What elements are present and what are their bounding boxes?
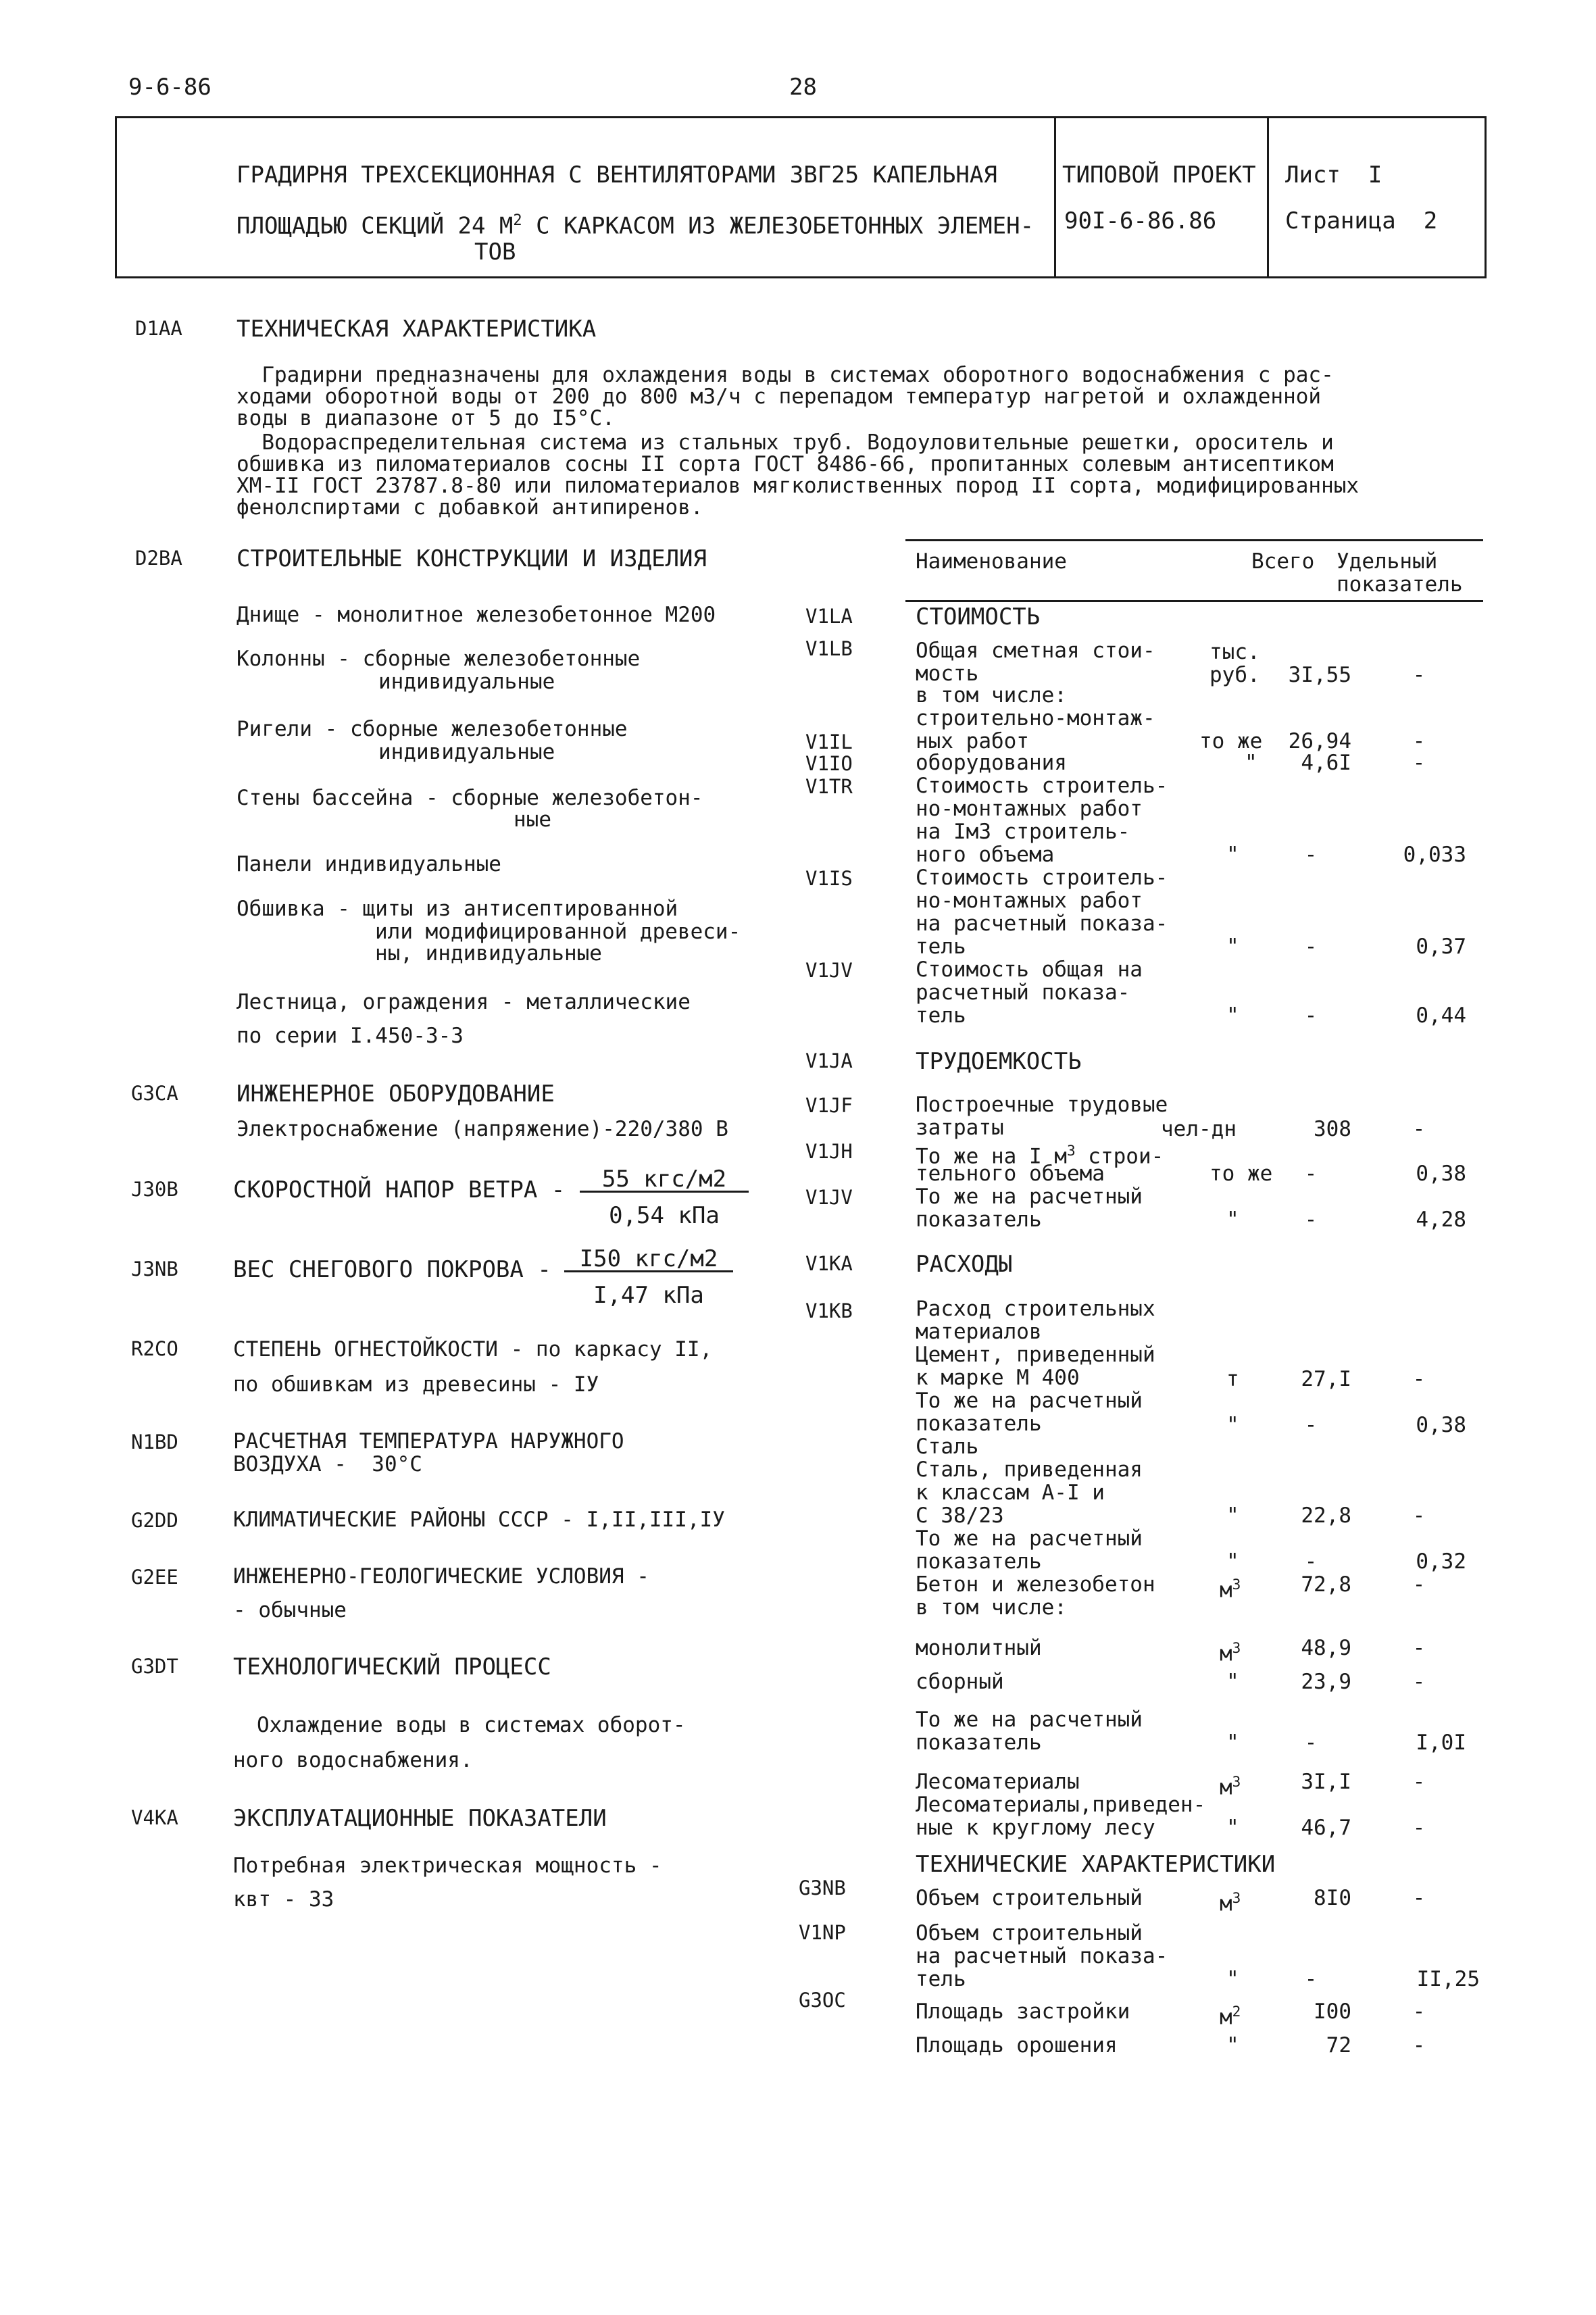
row-label: С 38/23: [916, 1503, 1004, 1528]
construction-item: ны, индивидуальные: [375, 941, 602, 966]
row-label: Расход строительных: [916, 1297, 1155, 1321]
row-label: сборный: [916, 1670, 1004, 1694]
row-label: Лесоматериалы: [916, 1770, 1080, 1794]
code-label: G2EE: [131, 1566, 178, 1589]
row-specific: 0,37: [1416, 935, 1466, 959]
row-unit: $м^2$: [1220, 2003, 1241, 2030]
code-label: G2DD: [131, 1509, 178, 1532]
snow-denominator: I,47 кПа: [593, 1282, 704, 1309]
tech-text-line: обшивка из пиломатериалов сосны II сорта ГОСТ 8486-66, пропитанных солевым антисептиком: [236, 452, 1334, 476]
title-line-1: ГРАДИРНЯ ТРЕХСЕКЦИОННАЯ С ВЕНТИЛЯТОРАМИ 3ВГ25 КАПЕЛЬНАЯ: [236, 161, 997, 189]
row-unit: ": [1226, 935, 1239, 959]
tech-text-line: воды в диапазоне от 5 до I5°С.: [236, 406, 615, 430]
row-specific: -: [1412, 2033, 1426, 2058]
construction-item: индивидуальные: [378, 740, 555, 764]
row-code: V1LB: [805, 637, 853, 660]
row-specific: 0,38: [1416, 1413, 1466, 1437]
row-specific: -: [1412, 729, 1426, 753]
geology-conditions: ИНЖЕНЕРНО-ГЕОЛОГИЧЕСКИЕ УСЛОВИЯ -: [233, 1564, 649, 1589]
row-specific: 0,033: [1403, 843, 1466, 867]
row-total: 4,6I: [1301, 751, 1351, 775]
project-number: 90I-6-86.86: [1064, 207, 1217, 234]
snow-label: ВЕС СНЕГОВОГО ПОКРОВА -: [233, 1256, 566, 1283]
row-label: тель: [916, 1003, 966, 1028]
row-label: в том числе:: [916, 1595, 1067, 1620]
row-label: показатель: [916, 1549, 1042, 1574]
row-label: Бетон и железобетон: [916, 1572, 1155, 1597]
row-label: тель: [916, 935, 966, 959]
row-total: 308: [1314, 1117, 1351, 1141]
row-label: То же на расчетный: [916, 1185, 1143, 1209]
construction-item: Ригели - сборные железобетонные: [236, 717, 628, 741]
row-label: тельного объема: [916, 1162, 1105, 1186]
construction-item: Панели индивидуальные: [236, 852, 501, 876]
row-specific: -: [1412, 1999, 1426, 2024]
construction-item: Обшивка - щиты из антисептированной: [236, 897, 678, 921]
row-specific: -: [1412, 1117, 1426, 1141]
row-label: в том числе:: [916, 683, 1067, 707]
page-label: Страница 2: [1285, 207, 1438, 234]
row-specific: II,25: [1416, 1967, 1480, 1991]
row-label: мость: [916, 662, 979, 686]
row-total: 23,9: [1301, 1670, 1351, 1694]
row-specific: -: [1412, 1816, 1426, 1840]
construction-item: индивидуальные: [378, 670, 555, 694]
row-label: То же на расчетный: [916, 1526, 1143, 1551]
row-label: расчетный показа-: [916, 980, 1130, 1005]
tech-text-line: фенолспиртами с добавкой антипиренов.: [236, 495, 703, 520]
column-header-name: Наименование: [916, 549, 1067, 574]
row-total: I00: [1314, 1999, 1351, 2024]
row-total: -: [1304, 935, 1318, 959]
row-code: V1NP: [799, 1921, 846, 1944]
tech-text-line: ходами оборотной воды от 200 до 800 м3/ч с перепадом температур нагретой и охлажденной: [236, 384, 1322, 409]
row-label: ных работ: [916, 729, 1029, 753]
table-section-heading: РАСХОДЫ: [916, 1251, 1013, 1278]
row-label: Лесоматериалы,приведен-: [916, 1793, 1206, 1817]
row-specific: 0,44: [1416, 1003, 1466, 1028]
row-label: на расчетный показа-: [916, 912, 1168, 936]
row-unit: ": [1226, 1670, 1239, 1694]
code-label: N1BD: [131, 1430, 178, 1453]
row-unit: $м^3$: [1220, 1774, 1241, 1800]
row-label: Построечные трудовые: [916, 1093, 1168, 1117]
code-label: G3DT: [131, 1655, 178, 1678]
row-label: показатель: [916, 1412, 1042, 1436]
row-total: -: [1304, 1162, 1318, 1186]
row-total: 72: [1326, 2033, 1351, 2058]
row-unit: $м^3$: [1220, 1576, 1241, 1603]
row-unit: ": [1226, 1413, 1239, 1437]
row-specific: -: [1412, 1367, 1426, 1391]
row-label: Общая сметная стои-: [916, 639, 1155, 663]
row-label: строительно-монтаж-: [916, 706, 1155, 730]
construction-item: Колонны - сборные железобетонные: [236, 647, 641, 671]
row-label: То же на I $м^3$ строи-: [916, 1143, 1164, 1169]
row-total: 3I,I: [1301, 1770, 1351, 1794]
row-label: Стоимость общая на: [916, 957, 1143, 982]
row-total: 27,I: [1301, 1367, 1351, 1391]
title-divider-1: [1054, 116, 1056, 278]
row-label: но-монтажных работ: [916, 797, 1143, 821]
row-unit: ": [1226, 1816, 1239, 1840]
tech-text-line: ХМ-II ГОСТ 23787.8-80 или пиломатериалов мягколиственных пород II сорта, модифицированных: [236, 474, 1360, 498]
row-label: показатель: [916, 1731, 1042, 1755]
row-unit: т: [1226, 1367, 1239, 1391]
code-label: R2CO: [131, 1337, 178, 1360]
row-unit: тыс.: [1210, 640, 1260, 664]
section-heading: ЭКСПЛУАТАЦИОННЫЕ ПОКАЗАТЕЛИ: [233, 1805, 607, 1832]
row-code: V1KB: [805, 1299, 853, 1322]
row-total: -: [1304, 1967, 1318, 1991]
row-unit: ": [1226, 1967, 1239, 1991]
row-code: V1TR: [805, 775, 853, 798]
row-label: Стоимость строитель-: [916, 866, 1168, 890]
row-unit: ": [1226, 1549, 1239, 1574]
row-label: Стоимость строитель-: [916, 774, 1168, 798]
row-specific: 0,38: [1416, 1162, 1466, 1186]
row-specific: 4,28: [1416, 1208, 1466, 1232]
row-total: -: [1304, 1413, 1318, 1437]
design-temperature: ВОЗДУХА - 30°С: [233, 1452, 422, 1476]
row-total: -: [1304, 843, 1318, 867]
row-total: -: [1304, 1731, 1318, 1755]
row-code: G3NB: [799, 1876, 846, 1899]
row-specific: -: [1412, 1503, 1426, 1528]
series-number: 9-6-86: [128, 74, 211, 101]
table-top-rule: [905, 539, 1483, 541]
tech-text-line: Водораспределительная система из стальных труб. Водоуловительные решетки, ороситель и: [236, 430, 1334, 455]
row-label: на расчетный показа-: [916, 1944, 1168, 1968]
process-text: Охлаждение воды в системах оборот-: [257, 1713, 686, 1737]
row-label: То же на расчетный: [916, 1708, 1143, 1732]
title-line-3: ТОВ: [474, 239, 516, 266]
row-total: 46,7: [1301, 1816, 1351, 1840]
row-specific: -: [1412, 1670, 1426, 1694]
fire-resistance: по обшивкам из древесины - IУ: [233, 1372, 599, 1397]
row-label: на Iм3 строитель-: [916, 820, 1130, 844]
row-unit: руб.: [1210, 663, 1260, 687]
row-label: Объем строительный: [916, 1921, 1143, 1945]
row-specific: I,0I: [1416, 1731, 1466, 1755]
row-label: но-монтажных работ: [916, 889, 1143, 913]
engineering-line: Электроснабжение (напряжение)-220/380 В: [236, 1117, 728, 1141]
row-label: к классам А-I и: [916, 1480, 1105, 1505]
row-label: Сталь: [916, 1435, 979, 1459]
sheet-label: Лист I: [1285, 161, 1382, 189]
row-total: 72,8: [1301, 1572, 1351, 1597]
section-heading: ИНЖЕНЕРНОЕ ОБОРУДОВАНИЕ: [236, 1080, 555, 1107]
row-unit: ": [1226, 1003, 1239, 1028]
row-total: -: [1304, 1549, 1318, 1574]
fire-resistance: СТЕПЕНЬ ОГНЕСТОЙКОСТИ - по каркасу II,: [233, 1337, 713, 1362]
row-label: Площадь застройки: [916, 1999, 1130, 2024]
row-code: V1IO: [805, 752, 853, 775]
wind-denominator: 0,54 кПа: [609, 1202, 720, 1229]
row-label: монолитный: [916, 1636, 1042, 1660]
column-header-specific: показатель: [1337, 572, 1463, 597]
row-code: V1IL: [805, 730, 853, 753]
row-unit: $м^3$: [1220, 1640, 1241, 1666]
climatic-regions: КЛИМАТИЧЕСКИЕ РАЙОНЫ СССР - I,II,III,IУ: [233, 1508, 725, 1532]
title-divider-2: [1267, 116, 1269, 278]
project-label: ТИПОВОЙ ПРОЕКТ: [1062, 161, 1256, 189]
row-specific: -: [1412, 663, 1426, 687]
code-label: G3CA: [131, 1082, 178, 1105]
row-unit: ": [1226, 1503, 1239, 1528]
column-header-specific: Удельный: [1337, 549, 1438, 574]
construction-item: Стены бассейна - сборные железобетон-: [236, 786, 703, 810]
construction-item: Лестница, ограждения - металлические: [236, 990, 691, 1014]
row-label: оборудования: [916, 751, 1067, 775]
row-label: Цемент, приведенный: [916, 1343, 1155, 1367]
code-label: J30B: [131, 1178, 178, 1201]
row-code: V1IS: [805, 867, 853, 890]
row-total: 26,94: [1288, 729, 1351, 753]
title-block: [115, 116, 1487, 278]
wind-label: СКОРОСТНОЙ НАПОР ВЕТРА -: [233, 1176, 579, 1203]
row-code: V1JV: [805, 959, 853, 982]
row-unit: $м^3$: [1220, 1890, 1241, 1916]
row-code: V1JV: [805, 1186, 853, 1209]
row-code: V1LA: [805, 605, 853, 628]
design-temperature: РАСЧЕТНАЯ ТЕМПЕРАТУРА НАРУЖНОГО: [233, 1429, 624, 1453]
row-label: материалов: [916, 1320, 1042, 1344]
row-specific: -: [1412, 1886, 1426, 1910]
tech-text-line: Градирни предназначены для охлаждения воды в системах оборотного водоснабжения с рас-: [236, 363, 1334, 387]
geology-conditions: - обычные: [233, 1598, 347, 1622]
row-unit: ": [1226, 1208, 1239, 1232]
table-section-heading: ТЕХНИЧЕСКИЕ ХАРАКТЕРИСТИКИ: [916, 1851, 1276, 1878]
column-header-total: Всего: [1251, 549, 1315, 574]
row-unit: ": [1245, 751, 1257, 775]
row-code: V1JF: [805, 1094, 853, 1117]
snow-numerator: I50 кгс/м2: [564, 1247, 733, 1272]
code-label: V4KA: [131, 1806, 178, 1829]
row-total: -: [1304, 1003, 1318, 1028]
row-specific: -: [1412, 1770, 1426, 1794]
code-label: J3NB: [131, 1258, 178, 1280]
row-specific: -: [1412, 751, 1426, 775]
process-text: ного водоснабжения.: [233, 1748, 473, 1772]
row-code: G3OC: [799, 1989, 846, 2012]
row-code: V1KA: [805, 1252, 853, 1275]
row-label: Площадь орошения: [916, 2033, 1118, 2058]
exploitation-text: квт - 33: [233, 1887, 334, 1912]
row-unit: ": [1226, 2033, 1239, 2058]
row-unit: то же: [1199, 729, 1263, 753]
construction-item: ные: [514, 807, 551, 832]
row-specific: -: [1412, 1572, 1426, 1597]
title-line-2: ПЛОЩАДЬЮ СЕКЦИЙ 24 $М^2$ С КАРКАСОМ ИЗ ЖЕЛЕЗОБЕТОННЫХ ЭЛЕМЕН-: [236, 212, 1034, 240]
row-specific: -: [1412, 1636, 1426, 1660]
construction-item: или модифицированной древеси-: [375, 920, 741, 944]
page-number: 28: [789, 74, 817, 101]
row-label: Сталь, приведенная: [916, 1458, 1143, 1482]
section-heading: ТЕХНОЛОГИЧЕСКИЙ ПРОЦЕСС: [233, 1653, 551, 1681]
row-unit: ": [1226, 1731, 1239, 1755]
row-label: показатель: [916, 1208, 1042, 1232]
row-label: Объем строительный: [916, 1886, 1143, 1910]
code-label: D2BA: [135, 547, 182, 570]
row-label: ные к круглому лесу: [916, 1816, 1155, 1840]
construction-item: по серии I.450-3-3: [236, 1024, 464, 1048]
construction-item: Днище - монолитное железобетонное М200: [236, 603, 716, 627]
section-heading: СТРОИТЕЛЬНЫЕ КОНСТРУКЦИИ И ИЗДЕЛИЯ: [236, 545, 707, 572]
row-unit: то же: [1210, 1162, 1273, 1186]
table-section-heading: ТРУДОЕМКОСТЬ: [916, 1048, 1082, 1075]
wind-numerator: 55 кгс/м2: [580, 1168, 749, 1193]
row-total: 3I,55: [1288, 663, 1351, 687]
row-unit: чел-дн: [1161, 1117, 1237, 1141]
row-specific: 0,32: [1416, 1549, 1466, 1574]
table-section-heading: СТОИМОСТЬ: [916, 603, 1041, 630]
row-label: То же на расчетный: [916, 1389, 1143, 1413]
row-code: V1JA: [805, 1049, 853, 1072]
row-label: к марке М 400: [916, 1366, 1080, 1390]
row-code: V1JH: [805, 1140, 853, 1163]
code-label: D1AA: [135, 317, 182, 340]
row-label: затраты: [916, 1116, 1004, 1140]
row-unit: ": [1226, 843, 1239, 867]
row-total: 8I0: [1314, 1886, 1351, 1910]
row-label: ного объема: [916, 843, 1055, 867]
tech-heading: ТЕХНИЧЕСКАЯ ХАРАКТЕРИСТИКА: [236, 316, 597, 343]
exploitation-text: Потребная электрическая мощность -: [233, 1853, 662, 1878]
row-total: -: [1304, 1208, 1318, 1232]
row-label: тель: [916, 1967, 966, 1991]
row-total: 22,8: [1301, 1503, 1351, 1528]
row-total: 48,9: [1301, 1636, 1351, 1660]
table-header-rule: [905, 600, 1483, 602]
